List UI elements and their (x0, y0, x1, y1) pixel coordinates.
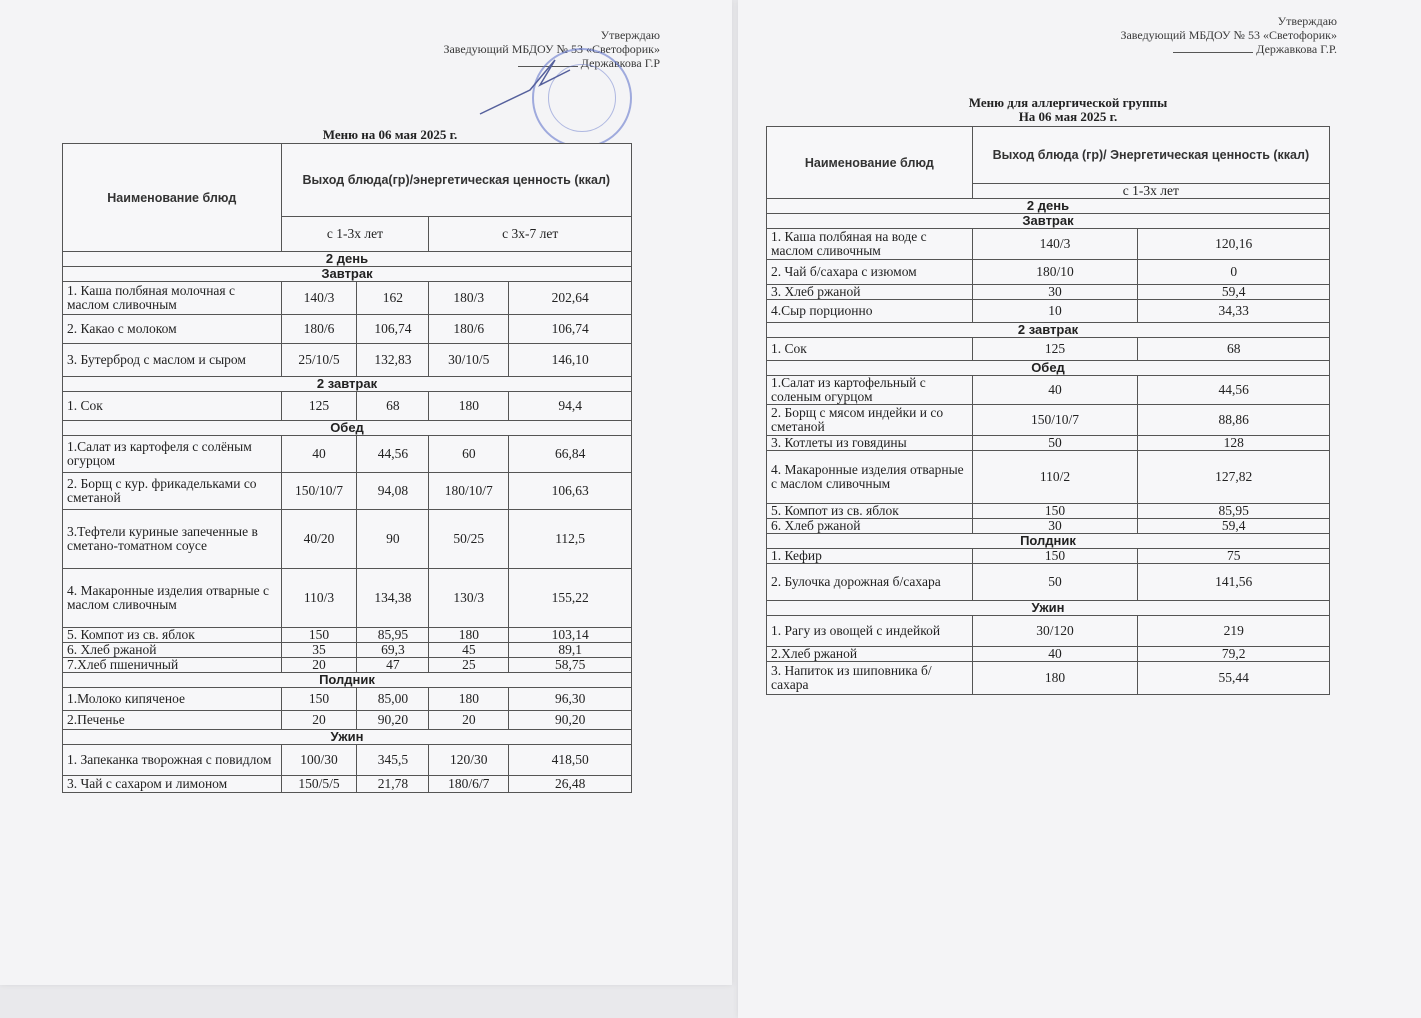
dish-kcal: 141,56 (1138, 564, 1330, 601)
dish-kcal: 128 (1138, 436, 1330, 451)
page-title: Меню для аллергической группы (968, 95, 1168, 110)
dish-kcal: 55,44 (1138, 662, 1330, 695)
dish-kcal: 85,00 (357, 688, 429, 711)
dish-weight: 50/25 (429, 510, 509, 569)
meal-section-title: Полдник (767, 534, 1330, 549)
dish-name: 1.Салат из картофельный с соленым огурцом (767, 376, 973, 405)
dish-kcal: 85,95 (357, 628, 429, 643)
dish-weight: 30 (972, 285, 1138, 300)
dish-weight: 110/3 (281, 569, 357, 628)
dish-name: 4.Сыр порционно (767, 300, 973, 323)
table-row (767, 405, 1330, 436)
dish-weight: 130/3 (429, 569, 509, 628)
table-row (767, 300, 1330, 323)
dish-name: 4. Макаронные изделия отварные с маслом сливочным (767, 451, 973, 504)
meal-section-title: Обед (63, 421, 632, 436)
dish-weight: 125 (281, 392, 357, 421)
table-row (63, 776, 632, 793)
meal-section-title: Завтрак (63, 267, 632, 282)
dish-weight: 40 (972, 376, 1138, 405)
header-dish-name: Наименование блюд (63, 144, 282, 252)
signature-icon (470, 40, 580, 120)
header-output: Выход блюда(гр)/энергетическая ценность (ккал) (281, 144, 631, 217)
dish-name: 6. Хлеб ржаной (767, 519, 973, 534)
dish-weight: 35 (281, 643, 357, 658)
dish-weight: 40/20 (281, 510, 357, 569)
table-row (63, 643, 632, 658)
dish-name: 5. Компот из св. яблок (767, 504, 973, 519)
meal-section-title: 2 завтрак (63, 377, 632, 392)
dish-kcal: 90,20 (509, 711, 632, 730)
table-row (767, 564, 1330, 601)
dish-name: 3.Тефтели куриные запеченные в сметано-томатном соусе (63, 510, 282, 569)
dish-name: 2.Хлеб ржаной (767, 647, 973, 662)
dish-kcal: 44,56 (1138, 376, 1330, 405)
dish-weight: 180 (429, 392, 509, 421)
dish-weight: 180/6/7 (429, 776, 509, 793)
dish-kcal: 90,20 (357, 711, 429, 730)
menu-table (62, 143, 632, 793)
meal-section-title: Ужин (63, 730, 632, 745)
dish-weight: 100/30 (281, 745, 357, 776)
section-row (767, 601, 1330, 616)
dish-kcal: 106,74 (357, 315, 429, 344)
dish-kcal: 0 (1138, 260, 1330, 285)
dish-kcal: 132,83 (357, 344, 429, 377)
dish-weight: 50 (972, 436, 1138, 451)
table-row (767, 338, 1330, 361)
dish-weight: 45 (429, 643, 509, 658)
dish-name: 3. Котлеты из говядины (767, 436, 973, 451)
dish-kcal: 134,38 (357, 569, 429, 628)
dish-kcal: 146,10 (509, 344, 632, 377)
table-row (63, 282, 632, 315)
dish-weight: 150/10/7 (281, 473, 357, 510)
dish-name: 3. Бутерброд с маслом и сыром (63, 344, 282, 377)
approval-block (1120, 14, 1337, 56)
dish-kcal: 79,2 (1138, 647, 1330, 662)
dish-kcal: 58,75 (509, 658, 632, 673)
dish-weight: 150 (972, 549, 1138, 564)
table-header-row (767, 127, 1330, 184)
table-header-row (63, 144, 632, 217)
meal-section-title: 2 завтрак (767, 323, 1330, 338)
day-row (63, 252, 632, 267)
table-row (63, 344, 632, 377)
table-row (63, 628, 632, 643)
dish-kcal: 85,95 (1138, 504, 1330, 519)
day-label: 2 день (767, 199, 1330, 214)
dish-name: 1. Кефир (767, 549, 973, 564)
table-row (63, 569, 632, 628)
dish-weight: 25 (429, 658, 509, 673)
section-row (63, 730, 632, 745)
section-row (767, 323, 1330, 338)
dish-name: 5. Компот из св. яблок (63, 628, 282, 643)
dish-weight: 150 (281, 628, 357, 643)
dish-kcal: 112,5 (509, 510, 632, 569)
dish-kcal: 103,14 (509, 628, 632, 643)
table-row (767, 376, 1330, 405)
dish-name: 1.Молоко кипяченое (63, 688, 282, 711)
dish-kcal: 59,4 (1138, 519, 1330, 534)
dish-name: 2. Чай б/сахара с изюмом (767, 260, 973, 285)
dish-kcal: 106,74 (509, 315, 632, 344)
dish-name: 3. Хлеб ржаной (767, 285, 973, 300)
table-row (63, 436, 632, 473)
dish-kcal: 47 (357, 658, 429, 673)
approval-position: Заведующий МБДОУ № 53 «Светофорик» (1120, 28, 1337, 42)
dish-weight: 30/10/5 (429, 344, 509, 377)
dish-kcal: 68 (357, 392, 429, 421)
dish-weight: 150/5/5 (281, 776, 357, 793)
dish-kcal: 94,08 (357, 473, 429, 510)
dish-kcal: 88,86 (1138, 405, 1330, 436)
meal-section-title: Полдник (63, 673, 632, 688)
dish-weight: 180/6 (281, 315, 357, 344)
table-row (63, 315, 632, 344)
dish-weight: 150 (972, 504, 1138, 519)
dish-name: 1. Сок (63, 392, 282, 421)
dish-name: 4. Макаронные изделия отварные с маслом сливочным (63, 569, 282, 628)
approval-signer: Державкова Г.Р (580, 56, 660, 70)
dish-weight: 180/3 (429, 282, 509, 315)
dish-weight: 140/3 (281, 282, 357, 315)
dish-weight: 180/6 (429, 315, 509, 344)
dish-kcal: 44,56 (357, 436, 429, 473)
header-output: Выход блюда (гр)/ Энергетическая ценность (ккал) (972, 127, 1329, 184)
dish-kcal: 68 (1138, 338, 1330, 361)
dish-kcal: 66,84 (509, 436, 632, 473)
dish-weight: 60 (429, 436, 509, 473)
page-subtitle: На 06 мая 2025 г. (1018, 109, 1118, 124)
dish-kcal: 106,63 (509, 473, 632, 510)
dish-kcal: 90 (357, 510, 429, 569)
dish-name: 2. Какао с молоком (63, 315, 282, 344)
dish-kcal: 120,16 (1138, 229, 1330, 260)
dish-weight: 40 (972, 647, 1138, 662)
meal-section-title: Обед (767, 361, 1330, 376)
dish-weight: 20 (281, 658, 357, 673)
dish-kcal: 155,22 (509, 569, 632, 628)
dish-name: 6. Хлеб ржаной (63, 643, 282, 658)
dish-kcal: 59,4 (1138, 285, 1330, 300)
header-age-1-3: с 1-3х лет (281, 217, 429, 252)
dish-kcal: 89,1 (509, 643, 632, 658)
dish-weight: 20 (429, 711, 509, 730)
approval-position: Заведующий МБДОУ № 53 «Светофорик» (443, 42, 660, 56)
dish-weight: 25/10/5 (281, 344, 357, 377)
table-row (767, 285, 1330, 300)
table-row (63, 745, 632, 776)
approval-title: Утверждаю (1277, 14, 1337, 28)
table-row (767, 519, 1330, 534)
dish-name: 1. Запеканка творожная с повидлом (63, 745, 282, 776)
dish-weight: 50 (972, 564, 1138, 601)
allergy-menu-table (766, 126, 1330, 695)
dish-name: 1. Каша полбяная на воде с маслом сливочным (767, 229, 973, 260)
dish-weight: 20 (281, 711, 357, 730)
approval-title: Утверждаю (600, 28, 660, 42)
dish-kcal: 202,64 (509, 282, 632, 315)
dish-kcal: 219 (1138, 616, 1330, 647)
table-row (767, 549, 1330, 564)
dish-weight: 40 (281, 436, 357, 473)
section-row (767, 214, 1330, 229)
approval-signer: Державкова Г.Р. (1256, 42, 1337, 56)
dish-kcal: 21,78 (357, 776, 429, 793)
dish-weight: 150 (281, 688, 357, 711)
table-row (63, 711, 632, 730)
dish-kcal: 162 (357, 282, 429, 315)
section-row (767, 534, 1330, 549)
dish-weight: 125 (972, 338, 1138, 361)
dish-weight: 180 (972, 662, 1138, 695)
dish-kcal: 345,5 (357, 745, 429, 776)
dish-name: 2. Борщ с мясом индейки и со сметаной (767, 405, 973, 436)
dish-kcal: 69,3 (357, 643, 429, 658)
dish-weight: 110/2 (972, 451, 1138, 504)
table-row (63, 658, 632, 673)
dish-name: 2. Булочка дорожная б/сахара (767, 564, 973, 601)
meal-section-title: Завтрак (767, 214, 1330, 229)
table-row (767, 451, 1330, 504)
dish-kcal: 418,50 (509, 745, 632, 776)
menu-sheet-allergy (738, 0, 1421, 1018)
dish-kcal: 75 (1138, 549, 1330, 564)
table-row (63, 688, 632, 711)
dish-weight: 180/10 (972, 260, 1138, 285)
dish-weight: 180 (429, 688, 509, 711)
dish-weight: 120/30 (429, 745, 509, 776)
section-row (63, 377, 632, 392)
table-row (767, 436, 1330, 451)
dish-weight: 30/120 (972, 616, 1138, 647)
header-dish-name: Наименование блюд (767, 127, 973, 199)
header-age-1-3: с 1-3х лет (972, 184, 1329, 199)
dish-name: 1. Рагу из овощей с индейкой (767, 616, 973, 647)
dish-kcal: 94,4 (509, 392, 632, 421)
dish-name: 2.Печенье (63, 711, 282, 730)
page-title: Меню на 06 мая 2025 г. (322, 127, 458, 142)
dish-name: 1.Салат из картофеля с солёным огурцом (63, 436, 282, 473)
dish-kcal: 26,48 (509, 776, 632, 793)
dish-name: 2. Борщ с кур. фрикадельками со сметаной (63, 473, 282, 510)
day-label: 2 день (63, 252, 632, 267)
dish-name: 1. Сок (767, 338, 973, 361)
dish-name: 1. Каша полбяная молочная с маслом сливочным (63, 282, 282, 315)
table-row (63, 473, 632, 510)
dish-weight: 180/10/7 (429, 473, 509, 510)
dish-name: 3. Чай с сахаром и лимоном (63, 776, 282, 793)
section-row (63, 673, 632, 688)
table-row (767, 616, 1330, 647)
table-row (767, 504, 1330, 519)
table-row (63, 510, 632, 569)
section-row (63, 421, 632, 436)
table-row (767, 647, 1330, 662)
menu-sheet-general (0, 0, 732, 985)
table-row (767, 260, 1330, 285)
day-row (767, 199, 1330, 214)
dish-name: 3. Напиток из шиповника б/сахара (767, 662, 973, 695)
dish-weight: 180 (429, 628, 509, 643)
section-row (63, 267, 632, 282)
section-row (767, 361, 1330, 376)
dish-name: 7.Хлеб пшеничный (63, 658, 282, 673)
dish-weight: 150/10/7 (972, 405, 1138, 436)
header-age-3-7: с 3х-7 лет (429, 217, 632, 252)
dish-weight: 10 (972, 300, 1138, 323)
dish-kcal: 96,30 (509, 688, 632, 711)
dish-weight: 30 (972, 519, 1138, 534)
table-row (767, 229, 1330, 260)
table-row (767, 662, 1330, 695)
dish-kcal: 34,33 (1138, 300, 1330, 323)
table-row (63, 392, 632, 421)
meal-section-title: Ужин (767, 601, 1330, 616)
dish-weight: 140/3 (972, 229, 1138, 260)
dish-kcal: 127,82 (1138, 451, 1330, 504)
